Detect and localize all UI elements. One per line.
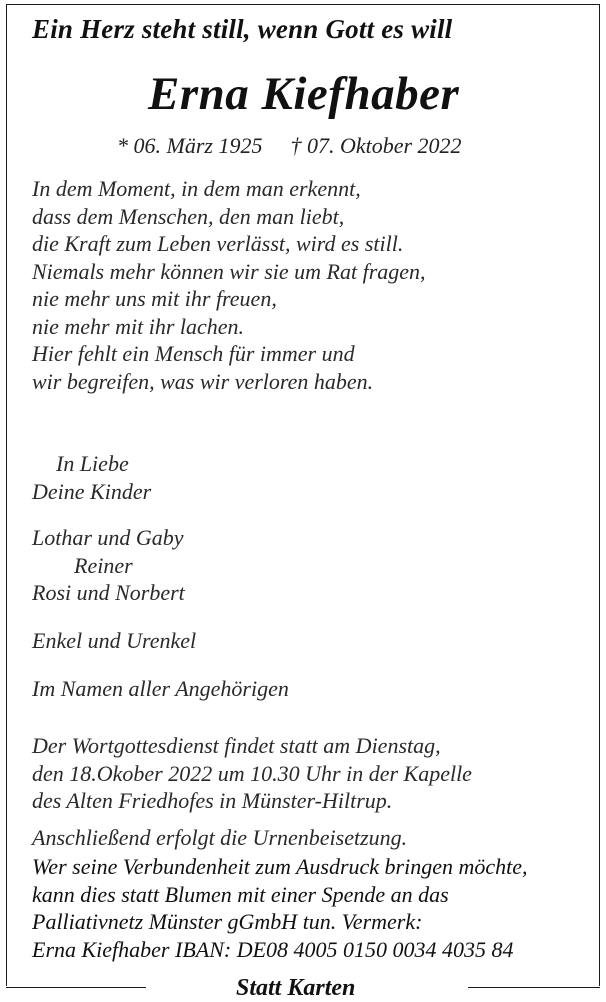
grandchildren-text: Enkel und Urenkel [32, 628, 197, 653]
your-children-text: Deine Kinder [32, 478, 152, 504]
service-line: Der Wortgottesdienst findet statt am Dienstag, [32, 733, 441, 758]
poem-line: dass dem Menschen, den man liebt, [32, 203, 345, 229]
donation-line: Wer seine Verbundenheit zum Ausdruck bringen möchte, [32, 854, 528, 879]
service-line: den 18.Okober 2022 um 10.30 Uhr in der Kapelle [32, 760, 472, 786]
poem-line: wir begreifen, was wir verloren haben. [32, 368, 374, 394]
child-name: Reiner [74, 552, 133, 578]
donation-line: kann dies statt Blumen mit einer Spende an das [32, 881, 449, 907]
relatives-text: Im Namen aller Angehörigen [32, 676, 289, 701]
child-name: Lothar und Gaby [32, 525, 184, 550]
motto-heading: Ein Herz steht still, wenn Gott es will [32, 14, 453, 44]
in-love-text: In Liebe [56, 451, 129, 476]
birth-date: * 06. März 1925 [117, 133, 263, 158]
life-dates [117, 133, 462, 159]
footer-rule-right [468, 987, 600, 988]
poem-line: nie mehr uns mit ihr freuen, [32, 286, 277, 311]
poem-line: Hier fehlt ein Mensch für immer und [32, 341, 355, 366]
closing-signature [32, 450, 151, 505]
footer-label: Statt Karten [236, 975, 356, 1001]
death-date: † 07. Oktober 2022 [290, 133, 462, 158]
poem [32, 175, 426, 395]
service-info [32, 732, 472, 815]
children-list [32, 524, 185, 607]
poem-line: In dem Moment, in dem man erkennt, [32, 176, 361, 201]
donation-line: Erna Kiefhaber IBAN: DE08 4005 0150 0034 4035 84 [32, 936, 514, 962]
urn-burial-text: Anschließend erfolgt die Urnenbeisetzung. [32, 825, 408, 850]
deceased-name: Erna Kiefhaber [148, 68, 460, 120]
poem-line: nie mehr mit ihr lachen. [32, 313, 245, 339]
donation-line: Palliativnetz Münster gGmbH tun. Vermerk: [32, 909, 423, 934]
footer-rule-left [6, 987, 146, 988]
donation-info [32, 853, 528, 963]
service-line: des Alten Friedhofes in Münster-Hiltrup. [32, 788, 393, 813]
poem-line: die Kraft zum Leben verlässt, wird es still. [32, 231, 404, 256]
child-name: Rosi und Norbert [32, 580, 185, 605]
poem-line: Niemals mehr können wir sie um Rat fragen, [32, 258, 426, 284]
